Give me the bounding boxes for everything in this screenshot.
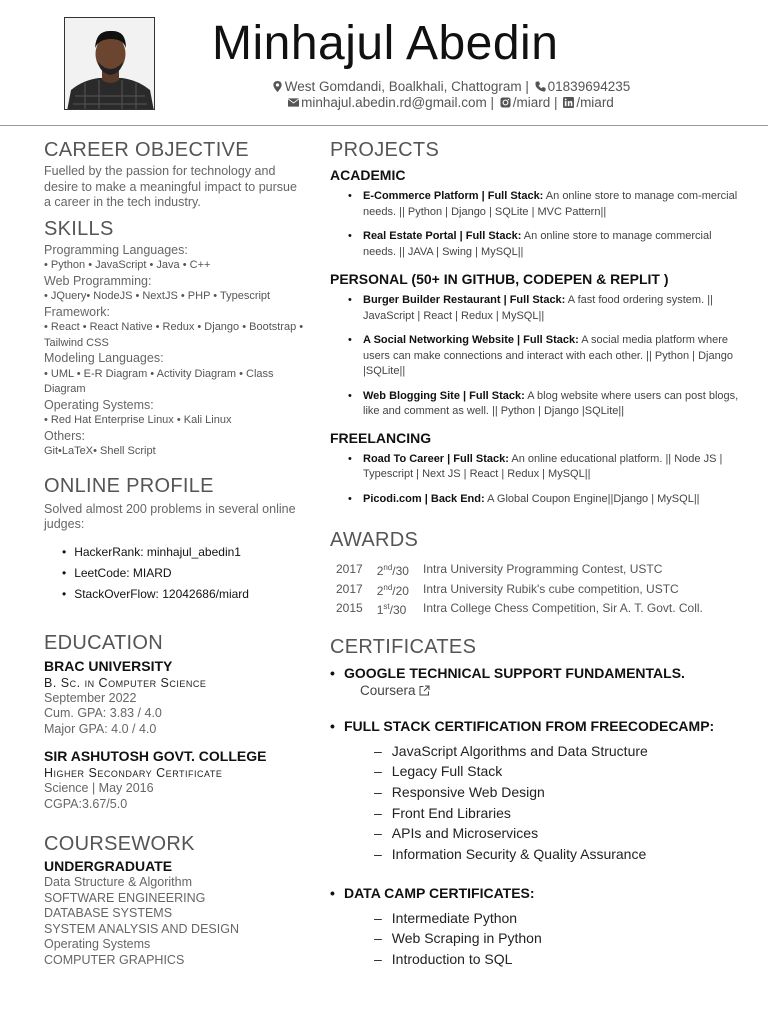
candidate-name: Minhajul Abedin — [212, 17, 559, 70]
project-group — [330, 429, 740, 508]
certificate-item: – Web Scraping in Python — [374, 928, 740, 949]
education-detail: Major GPA: 4.0 / 4.0 — [44, 721, 157, 736]
section-title: PROJECTS — [330, 139, 440, 161]
section-title: CERTIFICATES — [330, 635, 477, 658]
section-title: AWARDS — [330, 529, 419, 551]
skill-category-label: Programming Languages: — [44, 242, 188, 257]
coursework-list — [44, 875, 304, 968]
online-profile-list — [62, 542, 304, 605]
instagram-link[interactable]: /miard — [512, 95, 551, 110]
certificate-title: • FULL STACK CERTIFICATION FROM FREECODECAMP: — [330, 717, 740, 735]
project-name: A Social Networking Website | Full Stack: — [363, 334, 579, 346]
linkedin-link[interactable]: /miard — [576, 95, 614, 110]
google-certificate — [330, 664, 740, 699]
project-name: Burger Builder Restaurant | Full Stack: — [363, 294, 566, 306]
project-description: A blog website where users can post blogs, like and comment as well. || Python | Django |SQLite|| — [363, 389, 739, 417]
award-rank-total: /20 — [392, 583, 409, 598]
award-rank — [377, 560, 423, 580]
contact-info — [160, 79, 740, 111]
project-list — [348, 293, 740, 420]
coursework-section — [44, 832, 304, 968]
education-list — [44, 657, 304, 813]
project-item — [348, 189, 740, 220]
project-description: A Global Coupon Engine||Django | MySQL|| — [484, 492, 700, 505]
online-profile-item[interactable]: • HackerRank: minhajul_abedin1 — [62, 542, 304, 563]
course-item: DATABASE SYSTEMS — [44, 906, 173, 920]
career-objective-text: Fuelled by the passion for technology and desire to make a meaningful impact to pursue a career in the tech industry. — [44, 164, 297, 209]
contact-separator: | — [490, 95, 494, 110]
project-description: An online store to manage com-mercial needs. || Python | Django | SQLite | MVC Pattern|| — [363, 190, 738, 218]
skill-items: • UML • E-R Diagram • Activity Diagram • Class Diagram — [44, 367, 274, 395]
section-title: COURSEWORK — [44, 833, 195, 855]
freecodecamp-certificate — [330, 717, 740, 865]
email-link[interactable]: minhajul.abedin.rd@gmail.com — [301, 95, 487, 110]
project-name: Web Blogging Site | Full Stack: — [363, 389, 525, 402]
skill-items: • Red Hat Enterprise Linux • Kali Linux — [44, 414, 232, 426]
course-item: SOFTWARE ENGINEERING — [44, 890, 206, 905]
certificate-item: – APIs and Microservices — [374, 823, 740, 844]
skill-category-label: Web Programming: — [44, 273, 152, 288]
certificate-item: – Legacy Full Stack — [374, 761, 740, 782]
education-section — [44, 631, 304, 813]
award-year: 2017 — [336, 581, 363, 596]
section-title: CAREER OBJECTIVE — [44, 139, 249, 161]
project-item — [348, 492, 740, 508]
award-rank — [377, 580, 423, 600]
project-item — [348, 389, 740, 420]
online-profile-section — [44, 474, 304, 605]
skill-items: • JQuery• NodeJS • NextJS • PHP • Typescript — [44, 290, 271, 302]
course-item: Operating Systems — [44, 937, 151, 951]
certificate-title: • DATA CAMP CERTIFICATES: — [330, 884, 740, 902]
project-name: E-Commerce Platform | Full Stack: — [363, 190, 544, 202]
project-group-heading: FREELANCING — [330, 429, 432, 446]
certificate-item: – Introduction to SQL — [374, 949, 740, 970]
project-item — [348, 293, 740, 324]
external-link-icon — [419, 685, 430, 696]
certificate-item: – Front End Libraries — [374, 803, 740, 824]
career-objective-section — [44, 138, 304, 211]
contact-separator: | — [525, 79, 529, 94]
project-name: Picodi.com | Back End: — [363, 492, 485, 505]
contact-separator: | — [554, 95, 558, 110]
datacamp-certificate — [330, 884, 740, 970]
award-rank-total: /30 — [392, 564, 409, 578]
course-item: COMPUTER GRAPHICS — [44, 952, 185, 967]
degree-name: B. Sc. in Computer Science — [44, 675, 207, 690]
project-item — [348, 333, 740, 380]
award-row — [336, 560, 717, 580]
award-rank — [377, 599, 423, 619]
certificate-provider-link[interactable] — [360, 682, 740, 699]
awards-table — [336, 560, 717, 619]
online-profile-item[interactable]: • StackOverFlow: 12042686/miard — [62, 584, 304, 605]
section-title: EDUCATION — [44, 631, 163, 654]
award-rank-suffix: nd — [383, 563, 393, 572]
certificate-item: – Information Security & Quality Assurance — [374, 844, 740, 865]
project-description: An online educational platform. || Node JS | Typescript | Next JS | React | Redux | MySQL|| — [363, 452, 723, 480]
linkedin-icon — [563, 97, 574, 108]
degree-name: Higher Secondary Certificate — [44, 766, 223, 780]
certificate-title: • GOOGLE TECHNICAL SUPPORT FUNDAMENTALS. — [330, 664, 740, 682]
right-column — [330, 138, 740, 970]
skills-section — [44, 217, 304, 460]
skill-items: Git•LaTeX• Shell Script — [44, 445, 156, 457]
education-entry — [44, 747, 304, 812]
award-description: Intra University Rubik's cube competition, USTC — [422, 581, 679, 596]
project-item — [348, 452, 740, 483]
skills-list — [44, 243, 304, 460]
project-group-heading: ACADEMIC — [330, 167, 406, 183]
skill-category-label: Modeling Languages: — [44, 351, 164, 365]
award-description: Intra College Chess Competition, Sir A. T. Govt. Coll. — [422, 601, 703, 615]
project-group — [330, 166, 740, 260]
resume-header — [0, 0, 768, 126]
project-group — [330, 270, 740, 420]
course-item: Data Structure & Algorithm — [44, 875, 192, 889]
course-item: SYSTEM ANALYSIS AND DESIGN — [44, 921, 239, 936]
project-name: Real Estate Portal | Full Stack: — [363, 230, 522, 242]
section-title: SKILLS — [44, 217, 114, 240]
award-rank-suffix: nd — [383, 582, 393, 592]
certificate-item: – Responsive Web Design — [374, 782, 740, 803]
award-description: Intra University Programming Contest, USTC — [422, 562, 663, 576]
award-rank-number: 2 — [376, 583, 384, 598]
left-column — [44, 138, 304, 968]
skill-items: • React • React Native • Redux • Django • Bootstrap • Tailwind CSS — [44, 321, 304, 349]
skill-items: • Python • JavaScript • Java • C++ — [44, 259, 211, 271]
project-description: An online store to manage commercial needs. || JAVA | Swing | MySQL|| — [363, 230, 712, 258]
project-name: Road To Career | Full Stack: — [363, 452, 509, 465]
education-detail: CGPA:3.67/5.0 — [44, 796, 128, 811]
project-list — [348, 452, 740, 508]
project-group-heading: PERSONAL (50+ IN GITHUB, CODEPEN & REPLIT ) — [330, 271, 669, 287]
profile-photo — [64, 17, 155, 110]
project-list — [348, 189, 740, 260]
project-description: A social media platform where users can make connections and interact with each other. || Python | Django |SQLite|| — [363, 334, 733, 377]
awards-section — [330, 528, 740, 619]
phone-link[interactable]: 01839694235 — [547, 79, 631, 94]
online-profile-text: Solved almost 200 problems in several online judges: — [44, 501, 296, 531]
award-year: 2017 — [336, 562, 363, 576]
project-groups — [330, 166, 740, 507]
award-row — [336, 599, 717, 619]
education-detail: Science | May 2016 — [44, 781, 154, 795]
education-detail: September 2022 — [44, 690, 137, 705]
education-entry — [44, 657, 304, 738]
projects-section — [330, 138, 740, 507]
certificate-provider[interactable]: Coursera — [360, 682, 416, 698]
project-item — [348, 229, 740, 260]
skill-category-label: Framework: — [44, 304, 110, 319]
datacamp-certificate-list — [374, 908, 740, 970]
award-rank-number: 2 — [376, 564, 384, 578]
email-icon — [288, 97, 299, 108]
certificate-item: – JavaScript Algorithms and Data Structure — [374, 741, 740, 762]
skill-category-label: Others: — [44, 428, 85, 443]
certificates-section — [330, 635, 740, 970]
project-description: A fast food ordering system. || JavaScript | React | Redux | MySQL|| — [363, 294, 713, 322]
freecodecamp-certificate-list — [374, 741, 740, 865]
school-name: BRAC UNIVERSITY — [44, 657, 173, 674]
online-profile-item[interactable]: • LeetCode: MIARD — [62, 563, 304, 584]
section-title: ONLINE PROFILE — [44, 474, 214, 497]
coursework-subtitle: UNDERGRADUATE — [44, 858, 173, 874]
award-rank-total: /30 — [389, 603, 407, 617]
school-name: SIR ASHUTOSH GOVT. COLLEGE — [44, 748, 267, 764]
certificate-item: – Intermediate Python — [374, 908, 740, 929]
education-detail: Cum. GPA: 3.83 / 4.0 — [44, 706, 162, 720]
instagram-icon — [500, 97, 511, 108]
skill-category-label: Operating Systems: — [44, 397, 154, 412]
phone-icon — [535, 81, 546, 92]
award-rank-suffix: st — [383, 602, 390, 611]
award-year: 2015 — [336, 601, 363, 615]
profile-photo-graphic — [65, 18, 155, 110]
location-pin-icon — [272, 81, 283, 92]
address-text: West Gomdandi, Boalkhali, Chattogram — [284, 79, 522, 94]
award-rank-number: 1 — [376, 603, 384, 617]
award-row — [336, 580, 717, 600]
